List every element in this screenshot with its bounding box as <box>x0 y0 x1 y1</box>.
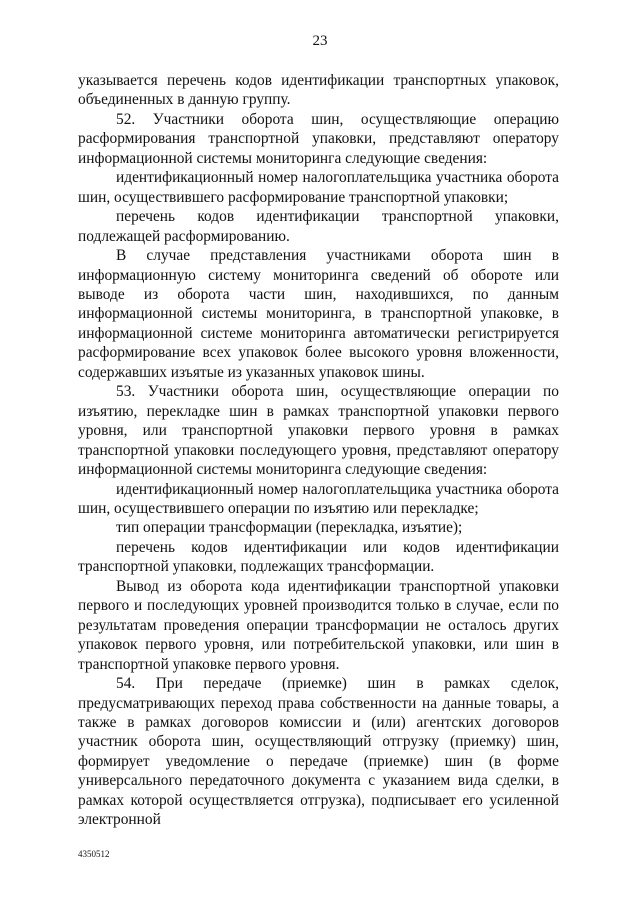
paragraph: 53. Участники оборота шин, осуществляющие операции по изъятию, перекладке шин в рамках транспортной упаковки первого уровня, или транспортной упаковки первого уровня в рамках транспортной упаковки последующего уровня, представляют оператору информационной системы мониторинга следующие сведения: <box>78 383 559 479</box>
body-text <box>78 71 559 830</box>
paragraph: тип операции трансформации (перекладка, изъятие); <box>116 519 463 537</box>
page-number: 23 <box>312 33 328 49</box>
paragraph: В случае представления участниками оборота шин в информационную систему мониторинга сведений об обороте или выводе из оборота части шин, находившихся, по данным информационной системы мониторинга, в транспортной упаковке, в информационной системе мониторинга автоматически регистрируется расформирование всех упаковок более высокого уровня вложенности, содержавших изъятые из указанных упаковок шины. <box>78 247 559 381</box>
paragraph: перечень кодов идентификации или кодов идентификации транспортной упаковки, подлежащих трансформации. <box>78 538 559 576</box>
paragraph: Вывод из оборота кода идентификации транспортной упаковки первого и последующих уровней производится только в случае, если по результатам проведения операции трансформации не осталось других упаковок первого уровня, или потребительской упаковки, или шин в транспортной упаковке первого уровня. <box>78 577 559 673</box>
paragraph: перечень кодов идентификации транспортной упаковки, подлежащей расформированию. <box>78 208 559 245</box>
paragraph: идентификационный номер налогоплательщика участника оборота шин, осуществившего операции по изъятию или перекладке; <box>78 480 559 517</box>
paragraph: указывается перечень кодов идентификации транспортных упаковок, объединенных в данную группу. <box>78 72 559 109</box>
paragraph: 54. При передаче (приемке) шин в рамках сделок, предусматривающих переход права собственности на данные товары, а также в рамках договоров комиссии и (или) агентских договоров участник оборота шин, осуществляющий отгрузку (приемку) шин, формирует уведомление о передаче (приемке) шин (в форме универсального передаточного документа с указанием вида сделки, в рамках которой осуществляется отгрузка), подписывает его усиленной электронной <box>78 675 559 829</box>
paragraph: 52. Участники оборота шин, осуществляющие операцию расформирования транспортной упаковки, представляют оператору информационной системы мониторинга следующие сведения: <box>78 110 559 167</box>
document-code: 4350512 <box>78 849 110 859</box>
paragraph: идентификационный номер налогоплательщика участника оборота шин, осуществившего расформирование транспортной упаковки; <box>78 169 559 206</box>
